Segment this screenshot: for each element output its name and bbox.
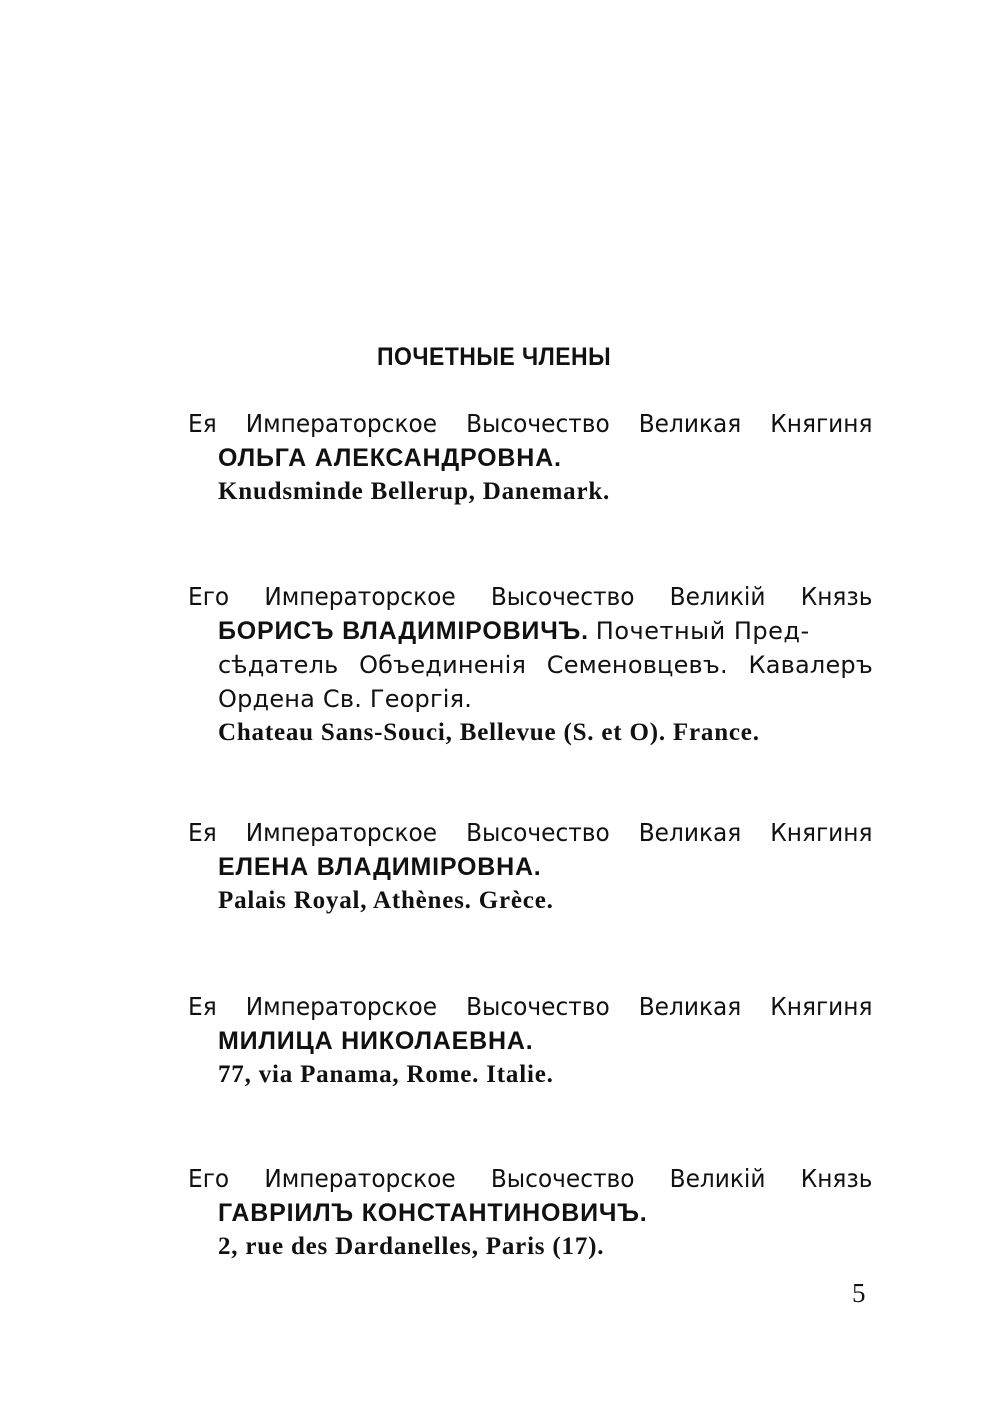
title-word: Императорское [245,818,438,847]
member-name: МИЛИЦА НИКОЛАЕВНА. [218,1027,534,1055]
member-address: Palais Royal, Athènes. Grèce. [218,887,554,914]
title-word: Высочество [490,1164,635,1193]
member-entry [188,990,873,1092]
title-word: Ея [188,818,217,847]
title-word: Его [188,1164,230,1193]
member-address: Chateau Sans-Souci, Bellevue (S. et O). France. [218,719,760,746]
title-word: Высочество [466,992,610,1021]
member-name: ГАВРІИЛЪ КОНСТАНТИНОВИЧЪ. [218,1199,648,1227]
member-title [188,580,872,614]
title-word: Императорское [245,409,438,438]
member-title [188,1162,872,1196]
member-name: ОЛЬГА АЛЕКСАНДРОВНА. [218,444,562,472]
page-heading: ПОЧЕТНЫЕ ЧЛЕНЫ [377,343,612,371]
member-role: Почетный Пред- [595,617,810,645]
title-word: Его [188,582,230,611]
member-name: БОРИСЪ ВЛАДИМІРОВИЧЪ. [218,617,589,645]
title-word: Великій [669,1164,766,1193]
title-word: Ея [188,409,217,438]
member-entry [188,1162,873,1264]
title-word: Великая [638,818,742,847]
title-word: Княгиня [770,818,873,847]
member-address: Knudsminde Bellerup, Danemark. [218,478,611,505]
title-word: Великій [669,582,766,611]
title-word: Княгиня [770,409,873,438]
member-title [188,990,872,1024]
title-word: Высочество [490,582,635,611]
title-word: Князь [800,582,873,611]
title-word: Императорское [264,1164,456,1193]
title-word: Высочество [466,409,610,438]
title-word: Великая [638,409,742,438]
title-word: Императорское [245,992,438,1021]
member-address: 77, via Panama, Rome. Italie. [218,1061,554,1088]
member-role-continued: сѣдатель Объединенія Семеновцевъ. Кавалеръ Ордена Св. Георгія. [218,651,873,713]
title-word: Императорское [264,582,456,611]
member-name: ЕЛЕНА ВЛАДИМІРОВНА. [218,853,542,881]
title-word: Высочество [466,818,610,847]
page-number: 5 [852,1278,866,1308]
member-title [188,407,872,441]
member-entry [188,580,873,750]
member-entry [188,816,873,918]
member-title [188,816,872,850]
member-entry [188,407,873,509]
title-word: Княгиня [770,992,873,1021]
title-word: Ея [188,992,217,1021]
member-address: 2, rue des Dardanelles, Paris (17). [218,1233,605,1260]
title-word: Князь [800,1164,873,1193]
title-word: Великая [638,992,742,1021]
